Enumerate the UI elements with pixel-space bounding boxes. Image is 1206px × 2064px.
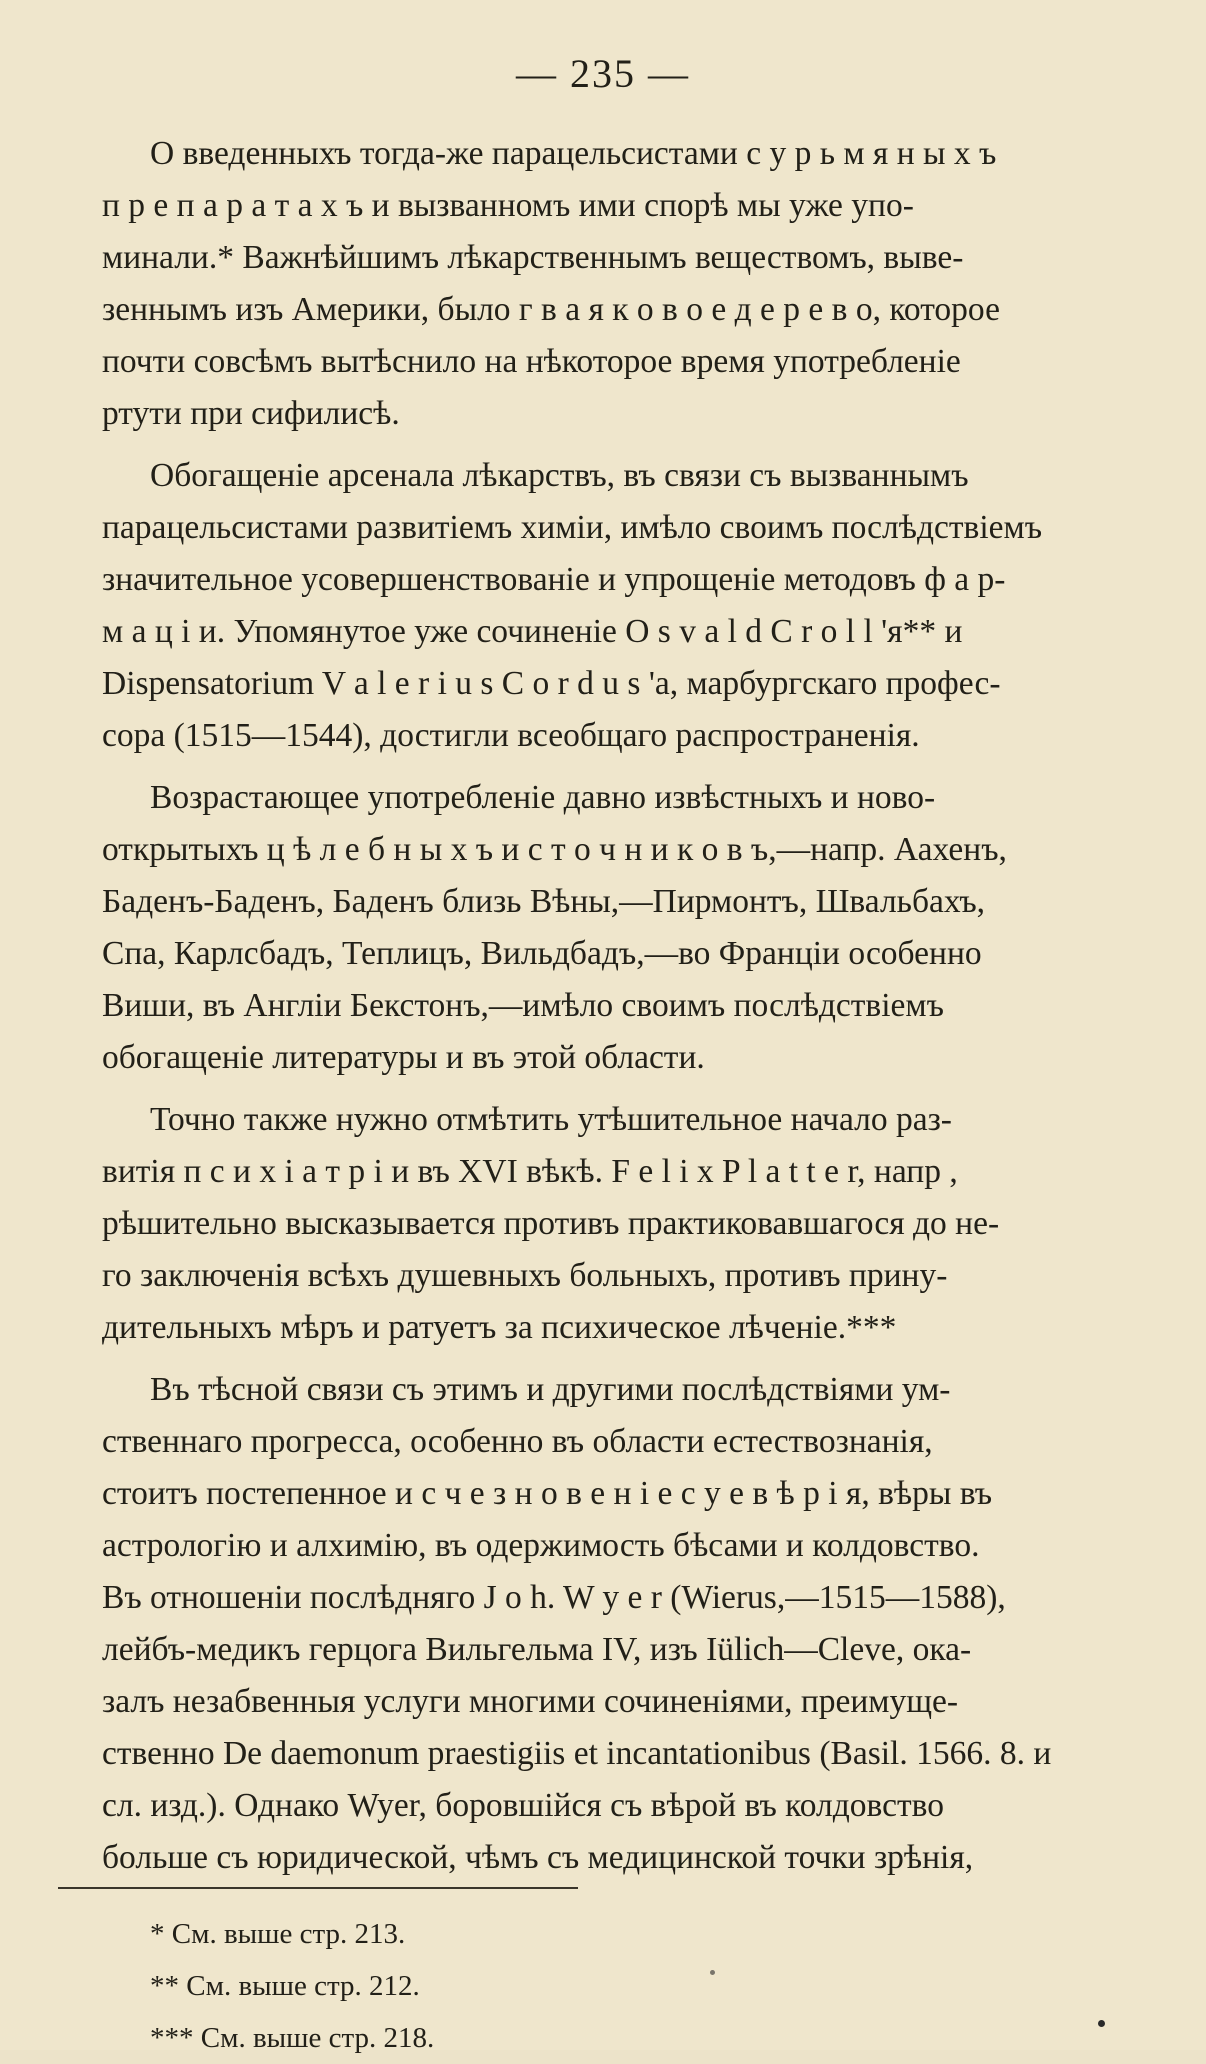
text-line: Dispensatorium V a l e r i u s C o r d u s 'a, марбургскаго профес- (102, 665, 1001, 702)
text-line: сл. изд.). Однако Wyer, боровшійся съ вѣрой въ колдовство (102, 1787, 945, 1824)
text-line: залъ незабвенныя услуги многими сочиненіями, преимуще- (102, 1683, 959, 1720)
footnote: * См. выше стр. 213. (150, 1918, 406, 1950)
text-line: витія п с и х і а т р і и въ XVI вѣкѣ. F e l i x P l a t t e r, напр , (102, 1153, 958, 1190)
text-line: Баденъ-Баденъ, Баденъ близь Вѣны,—Пирмонтъ, Швальбахъ, (102, 883, 986, 920)
text-line: сора (1515—1544), достигли всеобщаго распространенія. (102, 717, 920, 754)
text-line: дительныхъ мѣръ и ратуетъ за психическое лѣченіе.*** (102, 1309, 897, 1346)
page-number: — 235 — (516, 51, 690, 96)
text-line: почти совсѣмъ вытѣснило на нѣкоторое время употребленіе (102, 343, 961, 380)
text-line: стоитъ постепенное и с ч е з н о в е н і е с у е в ѣ р і я, вѣры въ (102, 1475, 993, 1512)
text-line: открытыхъ ц ѣ л е б н ы х ъ и с т о ч н и к о в ъ,—напр. Аахенъ, (102, 831, 1007, 868)
footnote-divider (58, 1887, 578, 1889)
text-line: Обогащеніе арсенала лѣкарствъ, въ связи съ вызваннымъ (150, 457, 969, 494)
ink-speck (1098, 2020, 1105, 2027)
text-line: рѣшительно высказывается противъ практиковавшагося до не- (102, 1205, 1000, 1242)
text-line: больше съ юридической, чѣмъ съ медицинской точки зрѣнія, (102, 1839, 974, 1876)
text-line: го заключенія всѣхъ душевныхъ больныхъ, противъ прину- (102, 1257, 948, 1294)
footnote: ** См. выше стр. 212. (150, 1970, 420, 2002)
text-line: значительное усовершенствованіе и упрощеніе методовъ ф а р- (102, 561, 1006, 598)
text-line: минали.* Важнѣйшимъ лѣкарственнымъ веществомъ, выве- (102, 239, 964, 276)
text-line: п р е п а р а т а х ъ и вызванномъ ими спорѣ мы уже упо- (102, 187, 914, 224)
text-line: парацельсистами развитіемъ химіи, имѣло своимъ послѣдствіемъ (102, 509, 1043, 546)
text-line: О введенныхъ тогда-же парацельсистами с у р ь м я н ы х ъ (150, 135, 997, 172)
text-line: астрологію и алхимію, въ одержимость бѣсами и колдовство. (102, 1527, 980, 1564)
text-line: Виши, въ Англіи Бекстонъ,—имѣло своимъ послѣдствіемъ (102, 987, 944, 1024)
text-line: Въ отношеніи послѣдняго J o h. W y e r (Wierus,—1515—1588), (102, 1579, 1006, 1616)
text-line: Спа, Карлсбадъ, Теплицъ, Вильдбадъ,—во Франціи особенно (102, 935, 982, 972)
ink-speck (710, 1970, 715, 1975)
footnotes (150, 1908, 850, 2064)
text-line: Точно также нужно отмѣтить утѣшительное начало раз- (150, 1101, 952, 1138)
text-line: обогащеніе литературы и въ этой области. (102, 1039, 705, 1076)
text-line: ственно De daemonum praestigiis et incantationibus (Basil. 1566. 8. и (102, 1735, 1052, 1772)
text-line: зеннымъ изъ Америки, было г в а я к о в о е д е р е в о, которое (102, 291, 1000, 328)
body-text (102, 128, 1107, 1884)
text-line: Въ тѣсной связи съ этимъ и другими послѣдствіями ум- (150, 1371, 951, 1408)
footnote: *** См. выше стр. 218. (150, 2022, 435, 2054)
text-line: ртути при сифилисѣ. (102, 395, 400, 432)
text-line: лейбъ-медикъ герцога Вильгельма IV, изъ Iülich—Cleve, ока- (102, 1631, 972, 1668)
text-line: ственнаго прогресса, особенно въ области естествознанія, (102, 1423, 933, 1460)
text-line: Возрастающее употребленіе давно извѣстныхъ и ново- (150, 779, 936, 816)
text-line: м а ц і и. Упомянутое уже сочиненіе O s v a l d C r o l l 'я** и (102, 613, 963, 650)
